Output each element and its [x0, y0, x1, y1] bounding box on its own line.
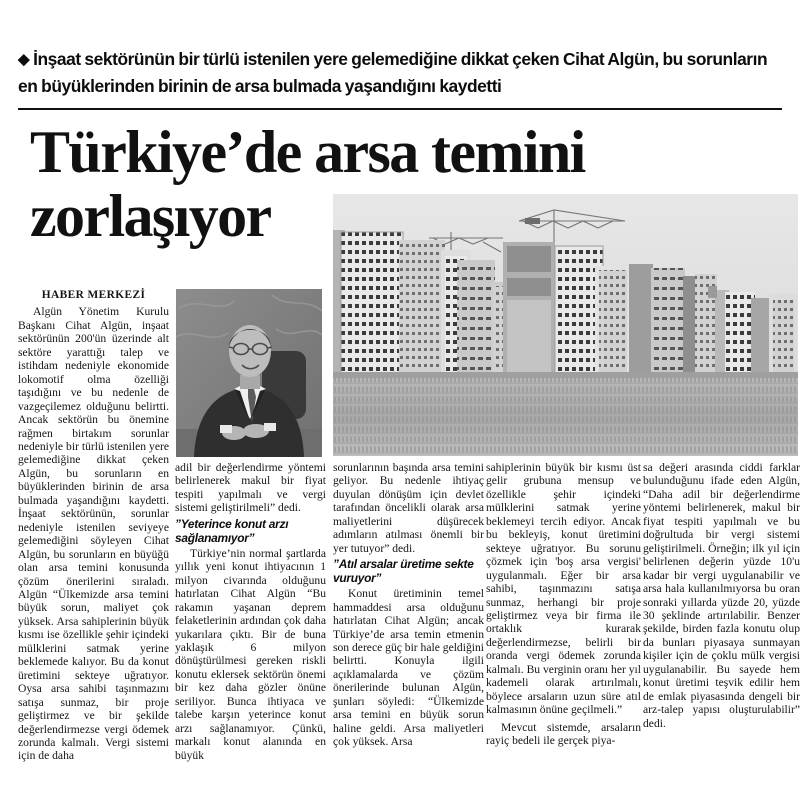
article-kicker — [14, 46, 786, 99]
byline: HABER MERKEZİ — [41, 289, 146, 301]
paragraph: Konut üretiminin temel hammaddesi arsa olduğunu hatırlatan Cihat Algün; ancak Türkiye’de arsa temin etmenin son derece güç bir hale geldiğini belirtti. Konuyla ilgili açıklamalarda ve çözüm önerilerinde bulunan Algün, şunları söyledi: “Ülkemizde arsa temini en büyük sorun haline geldi. Arsa maliyetleri çok yüksek. Arsa — [333, 587, 484, 749]
paragraph: Türkiye’nin normal şartlarda yıllık yeni konut ihtiyacının 1 milyon civarında olduğunu hatırlatan Cihat Algün “Bu rakamın yaşanan deprem felaketlerinin ardından çok daha yukarılara çıktı. Bir de buna yaklaşık 6 milyon dönüştürülmesi gereken riskli konutu eklersek sektörün önemi bir kez daha gözler önüne seriliyor. Bunca ihtiyaca ve talebe karşın yeterince konut arzı sağlanamıyor. Çünkü, markalı konut alanında en büyük — [175, 546, 326, 762]
subheading: ”Atıl arsalar üretime sekte vuruyor” — [333, 557, 474, 586]
text-column-3 — [333, 461, 484, 749]
kicker-text: İnşaat sektörünün bir türlü istenilen yere gelemediğine dikkat çeken Cihat Algün, bu sorunların en büyüklerinden birinin de arsa bulmada yaşandığını kaydetti — [18, 49, 768, 96]
subheading: ”Yeterince konut arzı sağlanamıyor” — [175, 516, 289, 545]
headline-line-1: Türkiye’de arsa temini — [30, 119, 585, 186]
paragraph: sahiplerinin büyük bir kısmı üst gelir grubuna mensup ve özellikle şehir içindeki mülklerini satmak yerine beklemeyi tercih ediyor. Ancak bu bekleyiş, konut üretimini sekteye uğratıyor. Bu sorunu çözmek için 'boş arsa vergisi' uygulanmalı. Eğer bir arsa sahibi, taşınmazını satışa sunmaz, herhangi bir proje geliştirmez veya bir firma ile ortaklık kurarak değerlendirmezse, belirli bir oranda vergi ödemek zorunda kalmalı. Bu verginin oranı her yıl kademeli olarak artırılmalı, böylece arsaların uzun süre atıl kalmasının önüne geçilmeli.” — [486, 461, 641, 717]
diamond-bullet-icon: ◆ — [18, 51, 30, 68]
text-column-1 — [18, 289, 169, 763]
paragraph: adil bir değerlendirme yöntemi belirlenerek makul bir fiyat tespiti yapılmalı ve vergi sistemi geliştirilmeli” dedi. — [175, 461, 326, 515]
paragraph: sa değeri arasında ciddi farklar bulunduğunu ifade eden Algün, “Daha adil bir değerlendirme yöntemi belirlenerek, makul bir fiyat tespiti yapılmalı ve bu doğrultuda bir vergi sistemi geliştirilmeli. Örneğin; ilk yıl için belirlenen değerin yüzde 10'u kadar bir vergi uygulanabilir ve arsa hala kullanılmıyorsa bu oran sonraki yıllarda yüzde 20, yüzde 30 şeklinde artırılabilir. Benzer şekilde, birden fazla konutu olup da bunları piyasaya sunmayan kişiler için de çoklu mülk vergisi uygulanabilir. Bu sayede hem konut üretimi teşvik edilir hem de emlak piyasasında dengeli bir arz-talep yapısı oluşturulabilir” dedi. — [643, 461, 800, 730]
text-column-4 — [486, 461, 641, 748]
headline-line-2: zorlaşıyor — [30, 183, 271, 250]
text-column-5 — [643, 461, 800, 730]
paragraph: sorunlarının başında arsa temini geliyor. Bu nedenle ihtiyaç duyulan dönüşüm için devlet tarafından öncelikli olarak arsa maliyetlerini düşürecek adımların atılması önemli bir yer tutuyor” dedi. — [333, 461, 484, 555]
paragraph: Mevcut sistemde, arsaların rayiç bedeli ile gerçek piya- — [486, 720, 641, 748]
paragraph: Algün Yönetim Kurulu Başkanı Cihat Algün, inşaat sektörünün 200'ün üzerinde alt sektöre yarattığı talep ve istihdam nedeniyle ekonomide lokomotif olma özelliği taşıdığını ve bu nedenle de vazgeçilemez olduğunu belirtti. Ancak sektörün bu önemine rağmen birtakım sorunlar nedeniyle bir türlü istenilen yere gelemediğine dikkat çeken Algün, bu sorunların en büyüklerinden birinin de arsa bulmada yaşandığını kaydetti. İnşaat sektörünün, sorunlar nedeniyle istenilen seviyeye gelemediğini söyleyen Cihat Algün, bu sorunların en büyüğü olan arsa temini konusunda çözüm önerilerini sıraladı. Algün “Ülkemizde arsa temini büyük sorun, maliyet çok yüksek. Arsa sahiplerinin büyük kısmı ise özellikle şehir içindeki mülklerini satmak yerine beklemede kalıyor. Bu da konut üretimini sekteye uğratıyor. Oysa arsa sahibi taşınmazını satışa sunmaz, bir proje geliştirmez ve bir şekilde değerlendirmezse vergi ödemek zorunda kalmalı. Vergi sistemi için de daha — [18, 305, 169, 763]
article-body — [14, 289, 800, 789]
header-divider — [18, 108, 782, 110]
text-column-2 — [175, 461, 326, 762]
